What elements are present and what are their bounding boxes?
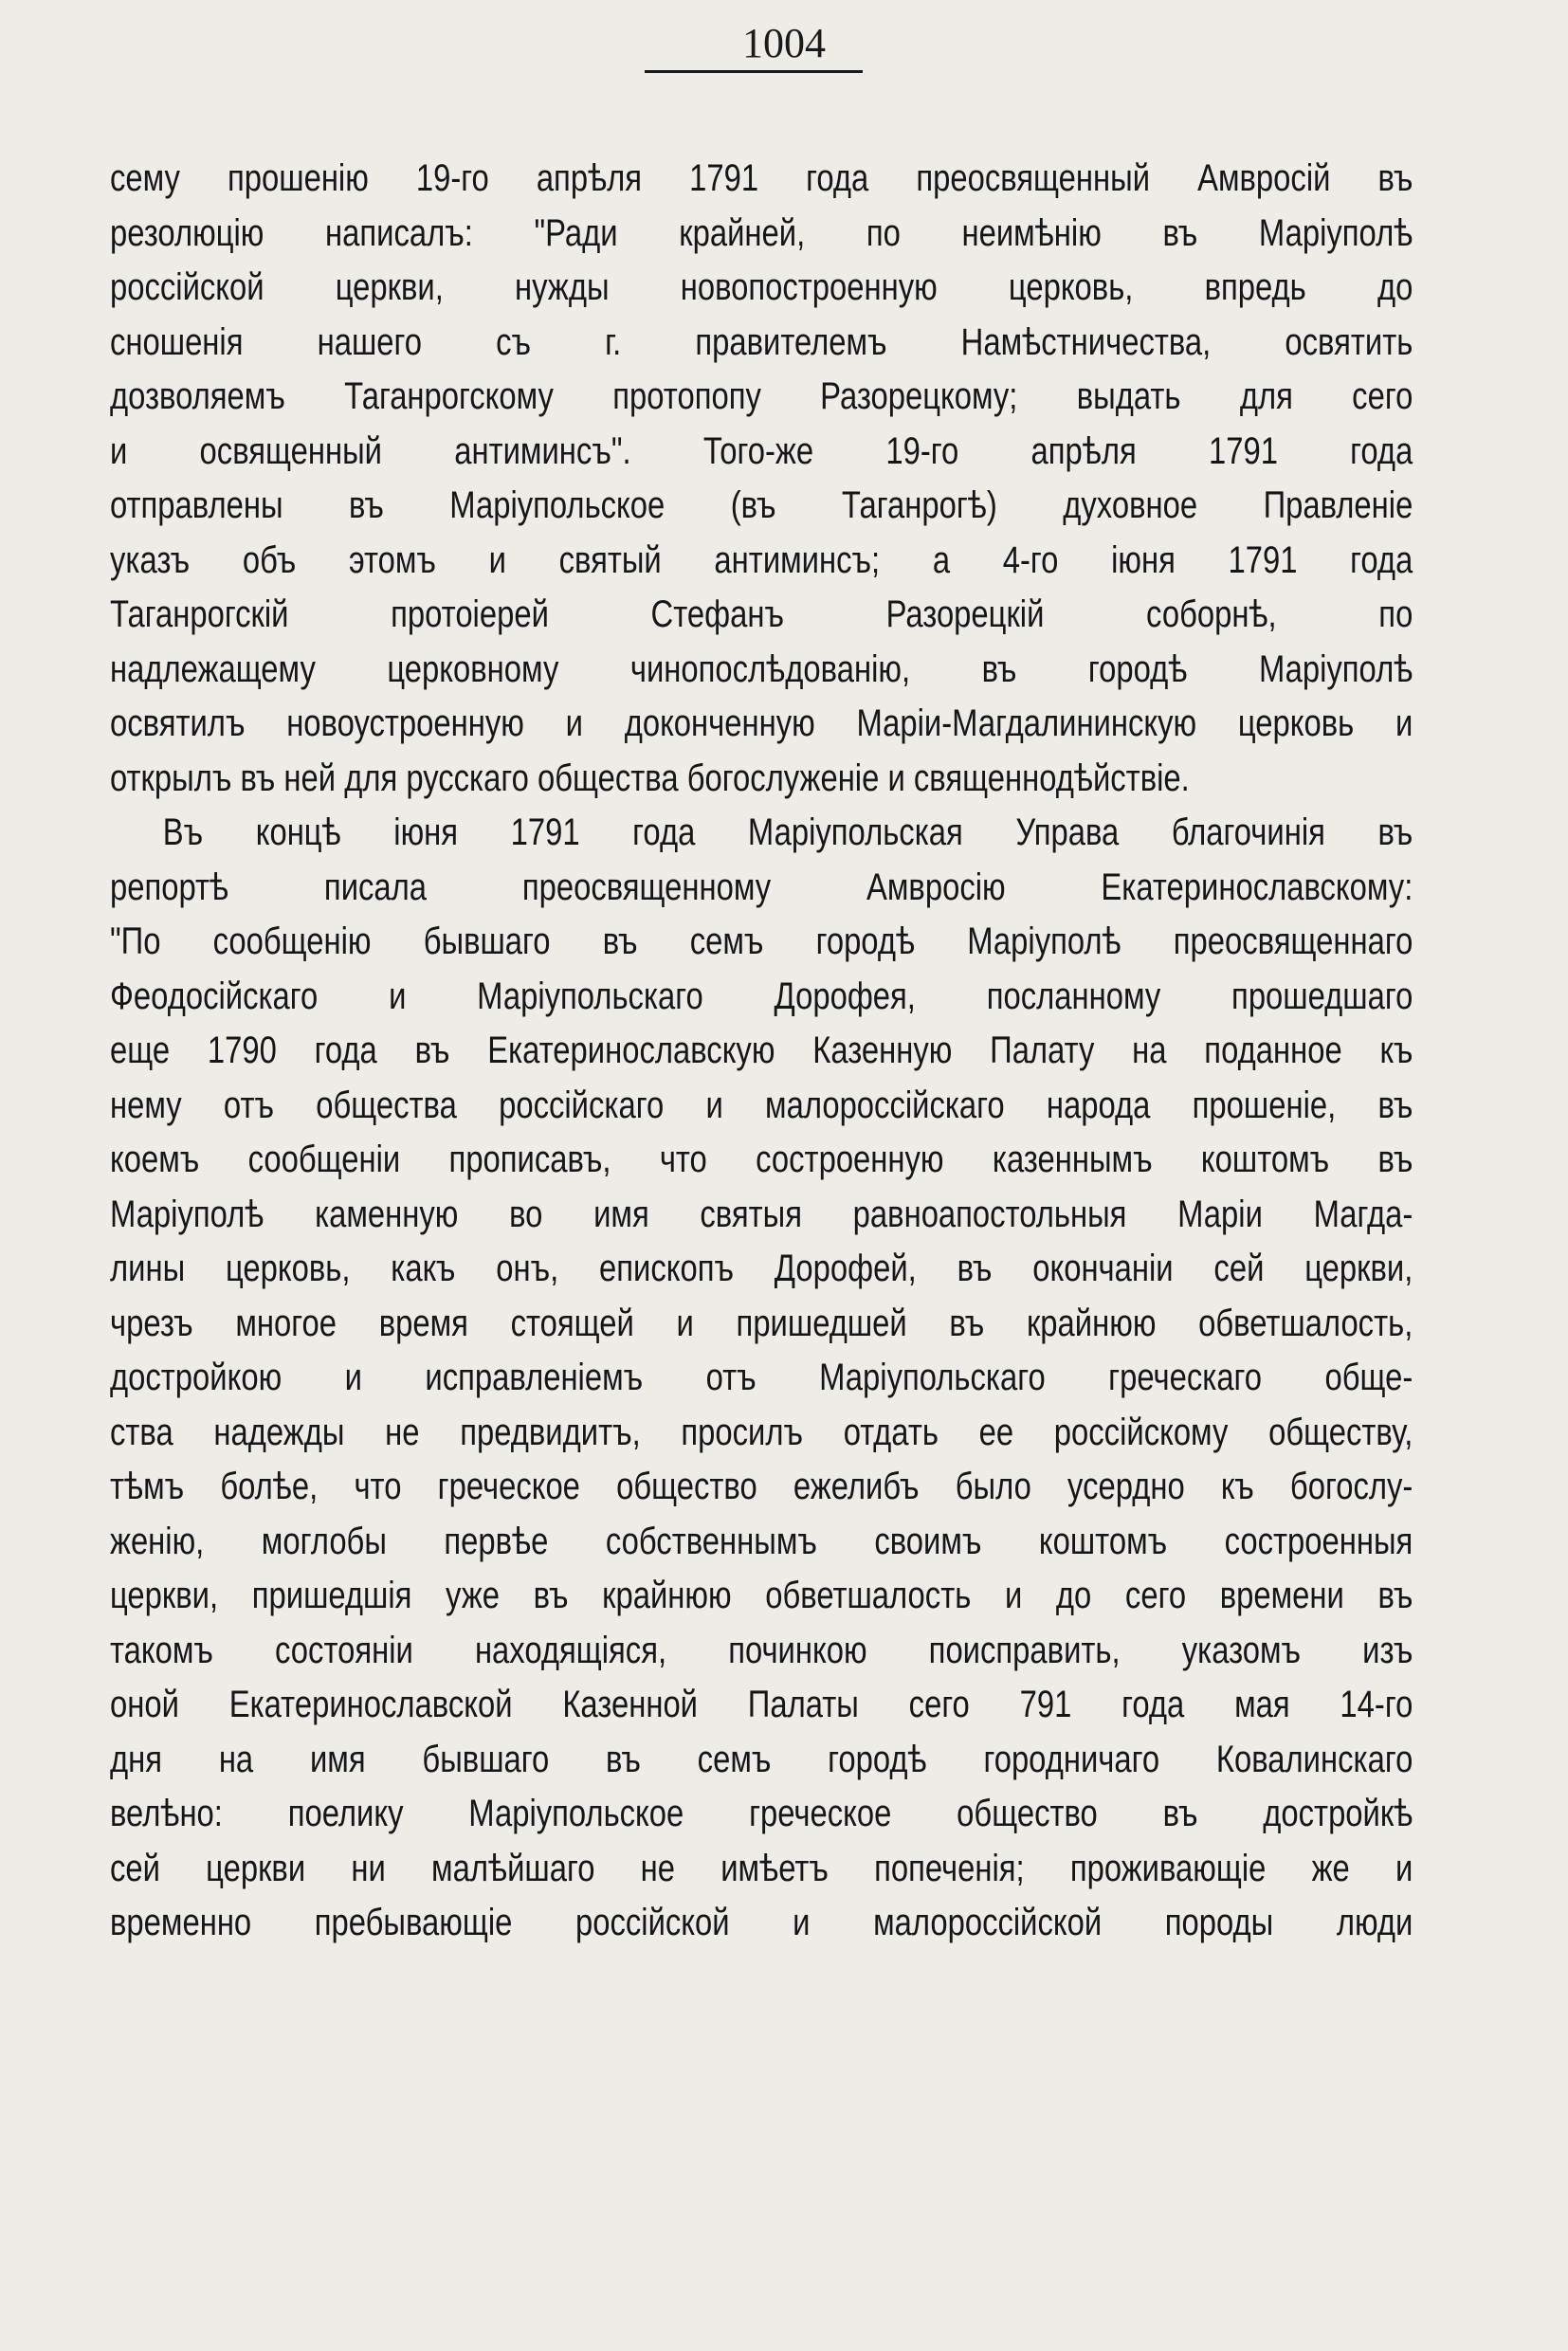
text-line: Въ концѣ іюня 1791 года Маріупольская Управа благочинія въ <box>162 811 1413 853</box>
text-line: сей церкви ни малѣйшаго не имѣетъ попеченія; проживающіе же и <box>110 1847 1413 1889</box>
text-line: сему прошенію 19-го апрѣля 1791 года преосвященный Амвросій въ <box>110 157 1413 199</box>
page-number-underline <box>645 70 863 73</box>
text-line: ства надежды не предвидитъ, просилъ отдать ее россійскому обществу, <box>110 1411 1413 1453</box>
body-text <box>110 152 1413 1951</box>
text-line: и освященный антиминсъ". Того-же 19-го апрѣля 1791 года <box>110 429 1413 472</box>
text-line: "По сообщенію бывшаго въ семъ городѣ Маріуполѣ преосвященнаго <box>110 920 1413 962</box>
text-line: нему отъ общества россійскаго и малороссійскаго народа прошеніе, въ <box>110 1084 1413 1126</box>
text-line: резолюцію написалъ: "Ради крайней, по неимѣнію въ Маріуполѣ <box>110 211 1413 254</box>
text-line: отправлены въ Маріупольское (въ Таганрогѣ) духовное Правленіе <box>110 484 1413 526</box>
text-line: россійской церкви, нужды новопостроенную церковь, впредь до <box>110 266 1413 308</box>
text-line: дозволяемъ Таганрогскому протопопу Разорецкому; выдать для сего <box>110 375 1413 417</box>
text-line: достройкою и исправленіемъ отъ Маріупольскаго греческаго обще- <box>110 1357 1413 1398</box>
text-line: дня на имя бывшаго въ семъ городѣ городничаго Ковалинскаго <box>110 1738 1413 1780</box>
text-line: такомъ состояніи находящіяся, починкою поисправить, указомъ изъ <box>110 1629 1413 1671</box>
text-line: освятилъ новоустроенную и доконченную Маріи-Магдалининскую церковь и <box>110 702 1413 744</box>
text-line: церкви, пришедшія уже въ крайнюю обветшалость и до сего времени въ <box>110 1575 1413 1616</box>
text-line: указъ объ этомъ и святый антиминсъ; а 4-го іюня 1791 года <box>110 538 1413 581</box>
text-line: оной Екатеринославской Казенной Палаты сего 791 года мая 14-го <box>110 1684 1413 1725</box>
text-line: Феодосійскаго и Маріупольскаго Дорофея, посланному прошедшаго <box>110 975 1413 1017</box>
text-line: женію, моглобы первѣе собственнымъ своимъ коштомъ состроенныя <box>110 1520 1413 1562</box>
text-line: временно пребывающіе россійской и малороссійской породы люди <box>110 1902 1413 1943</box>
text-line: тѣмъ болѣе, что греческое общество ежелибъ было усердно къ богослу- <box>110 1466 1413 1507</box>
text-line: открылъ въ ней для русскаго общества богослуженіе и священнодѣйствіе. <box>110 756 1190 799</box>
text-line: чрезъ многое время стоящей и пришедшей въ крайнюю обветшалость, <box>110 1302 1413 1344</box>
text-line: репортѣ писала преосвященному Амвросію Екатеринославскому: <box>110 866 1413 908</box>
text-line: лины церковь, какъ онъ, епископъ Дорофей, въ окончаніи сей церкви, <box>110 1248 1413 1289</box>
text-line: коемъ сообщеніи прописавъ, что состроенную казеннымъ коштомъ въ <box>110 1139 1413 1180</box>
text-line: надлежащему церковному чинопослѣдованію, въ городѣ Маріуполѣ <box>110 647 1413 690</box>
text-line: сношенія нашего съ г. правителемъ Намѣстничества, освятить <box>110 320 1413 363</box>
text-line: Маріуполѣ каменную во имя святыя равноапостольныя Маріи Магда- <box>110 1193 1413 1235</box>
text-line: велѣно: поелику Маріупольское греческое общество въ достройкѣ <box>110 1793 1413 1834</box>
text-line: еще 1790 года въ Екатеринославскую Казенную Палату на поданное къ <box>110 1030 1413 1071</box>
text-line: Таганрогскій протоіерей Стефанъ Разорецкій соборнѣ, по <box>110 593 1413 635</box>
page-number: 1004 <box>742 20 826 66</box>
